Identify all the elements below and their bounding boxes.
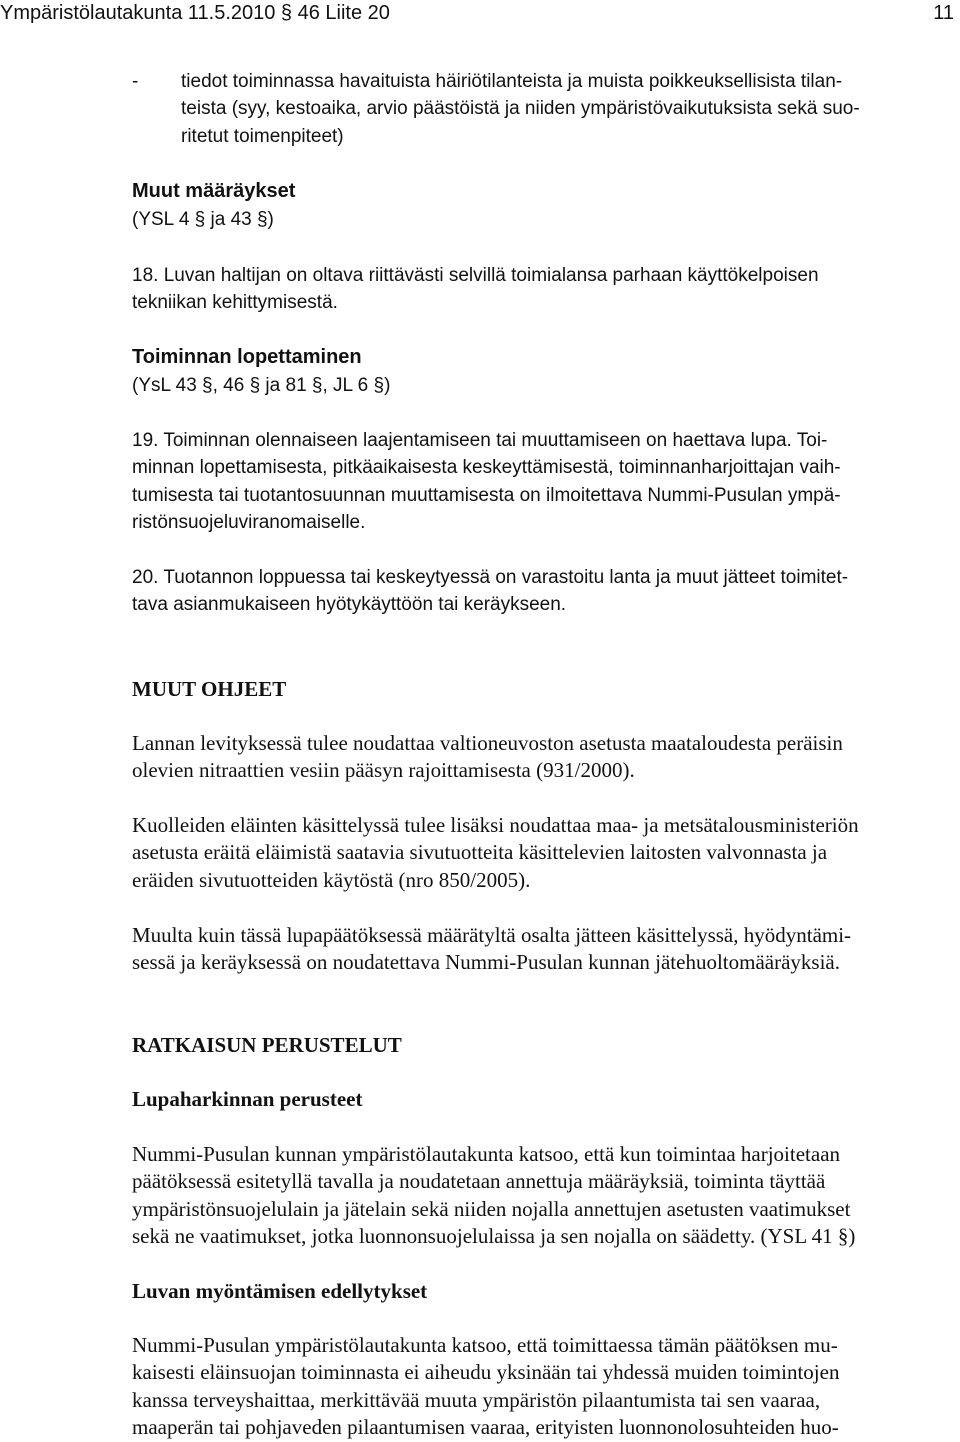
legal-reference: (YsL 43 §, 46 § ja 81 §, JL 6 §) <box>132 375 391 396</box>
text-line: minnan lopettamisesta, pitkäaikaisesta keskeyttämisestä, toiminnanharjoittajan vaih- <box>132 457 841 479</box>
text-line: tiedot toiminnassa havaituista häiriötilanteista ja muista poikkeuksellisista tilan- <box>181 71 843 92</box>
text-line: 19. Toiminnan olennaiseen laajentamiseen tai muuttamiseen on haettava lupa. Toi- <box>132 430 828 451</box>
text-line: Muulta kuin tässä lupapäätöksessä määrätyltä osalta jätteen käsittelyssä, hyödyntämi- <box>132 923 852 947</box>
paragraph-20 <box>132 564 848 619</box>
text-line: tumisesta tai tuotantosuunnan muuttamisesta on ilmoitettava Nummi-Pusulan ympä- <box>132 484 841 506</box>
text-line: päätöksessä esitetyllä tavalla ja noudatetaan annettuja määräyksiä, toiminta täyttää <box>132 1169 826 1194</box>
text-line: ympäristönsuojelulain ja jätelain sekä niiden nojalla annettujen asetusten vaatimukset <box>132 1196 851 1221</box>
text-line: asetusta eräitä eläimistä saatavia sivutuotteita käsittelevien laitosten valvonnasta ja <box>132 840 828 865</box>
section-heading: Toiminnan lopettaminen <box>132 346 362 368</box>
paragraph <box>132 812 859 894</box>
text-line: teista (syy, kestoaika, arvio päästöistä ja niiden ympäristövaikutuksista sekä suo- <box>181 98 860 120</box>
subsection-heading: Luvan myöntämisen edellytykset <box>132 1279 428 1303</box>
legal-reference: (YSL 4 § ja 43 §) <box>132 209 274 230</box>
bullet-item <box>181 68 860 150</box>
text-line: kanssa terveyshaittaa, merkittävää muuta ympäristön pilaantumista tai sen vaaraa, <box>132 1387 821 1412</box>
section-heading: RATKAISUN PERUSTELUT <box>132 1033 402 1057</box>
text-line: sessä ja keräyksessä on noudatettava Nummi-Pusulan kunnan jätehuoltomääräyksiä. <box>132 950 840 975</box>
text-line: eräiden sivutuotteiden käytöstä (nro 850/2005). <box>132 867 531 892</box>
page-header: Ympäristölautakunta 11.5.2010 § 46 Liite 20 <box>0 2 390 24</box>
text-line: maaperän tai pohjaveden pilaantumisen vaaraa, erityisten luonnonolosuhteiden huo- <box>132 1415 839 1440</box>
text-line: tekniikan kehittymisestä. <box>132 292 338 314</box>
paragraph <box>132 730 843 785</box>
paragraph <box>132 1141 855 1251</box>
page-number: 11 <box>933 2 954 24</box>
paragraph-18 <box>132 262 819 317</box>
text-line: ristönsuojeluviranomaiselle. <box>132 512 366 534</box>
text-line: Nummi-Pusulan ympäristölautakunta katsoo, että toimittaessa tämän päätöksen mu- <box>132 1333 838 1357</box>
subsection-heading: Lupaharkinnan perusteet <box>132 1087 363 1111</box>
section-heading: MUUT OHJEET <box>132 677 287 701</box>
list-dash: - <box>132 71 139 92</box>
text-line: kaisesti eläinsuojan toiminnasta ei aiheudu yksinään tai yhdessä muiden toimintojen <box>132 1360 840 1385</box>
text-line: Nummi-Pusulan kunnan ympäristölautakunta katsoo, että kun toimintaa harjoitetaan <box>132 1142 841 1166</box>
text-line: ritetut toimenpiteet) <box>181 125 344 147</box>
text-line: 20. Tuotannon loppuessa tai keskeytyessä on varastoitu lanta ja muut jätteet toimitet- <box>132 567 849 588</box>
text-line: Kuolleiden eläinten käsittelyssä tulee lisäksi noudattaa maa- ja metsätalousministeriön <box>132 813 859 837</box>
text-line: tava asianmukaiseen hyötykäyttöön tai keräykseen. <box>132 594 567 616</box>
text-line: 18. Luvan haltijan on oltava riittävästi selvillä toimialansa parhaan käyttökelpoisen <box>132 265 819 286</box>
section-heading: Muut määräykset <box>132 180 296 202</box>
paragraph <box>132 1332 839 1442</box>
text-line: sekä ne vaatimukset, jotka luonnonsuojelulaissa ja sen nojalla on säädetty. (YSL 41 §) <box>132 1224 856 1249</box>
paragraph-19 <box>132 427 841 537</box>
paragraph <box>132 922 851 977</box>
text-line: Lannan levityksessä tulee noudattaa valtioneuvoston asetusta maataloudesta peräisin <box>132 731 843 755</box>
text-line: olevien nitraattien vesiin pääsyn rajoittamisesta (931/2000). <box>132 758 635 783</box>
